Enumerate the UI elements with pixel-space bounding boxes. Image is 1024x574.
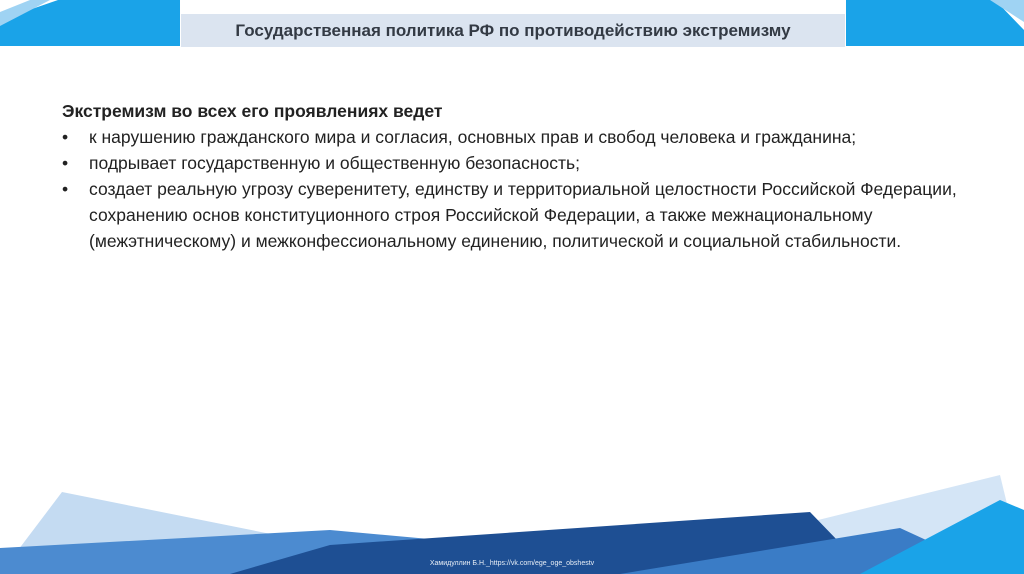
footer-credit: Хамидуллин Б.Н._https://vk.com/ege_oge_obshestv bbox=[429, 560, 595, 567]
bullet-icon: • bbox=[62, 127, 69, 147]
lead-text: Экстремизм во всех его проявлениях ведет bbox=[62, 101, 443, 121]
list-item bbox=[62, 124, 962, 150]
list-item-text: подрывает государственную и общественную безопасность; bbox=[89, 153, 581, 173]
list-item-text: создает реальную угрозу суверенитету, единству и территориальной целостности Российской Федерации, сохранению основ конституционного строя Российской Федерации, а также межнациональному (межэтническому) и межконфессиональному единению, политической и социальной стабильности. bbox=[89, 179, 957, 251]
bullet-list bbox=[62, 124, 962, 254]
list-item-text: к нарушению гражданского мира и согласия, основных прав и свобод человека и гражданина; bbox=[89, 127, 857, 147]
top-right-accent-shape bbox=[846, 0, 1024, 46]
slide-title-bar bbox=[181, 14, 845, 47]
list-item bbox=[62, 176, 962, 254]
slide-title: Государственная политика РФ по противодействию экстремизму bbox=[235, 20, 791, 40]
slide-body bbox=[62, 98, 962, 254]
bullet-icon: • bbox=[62, 153, 69, 173]
list-item bbox=[62, 150, 962, 176]
bullet-icon: • bbox=[62, 179, 69, 199]
